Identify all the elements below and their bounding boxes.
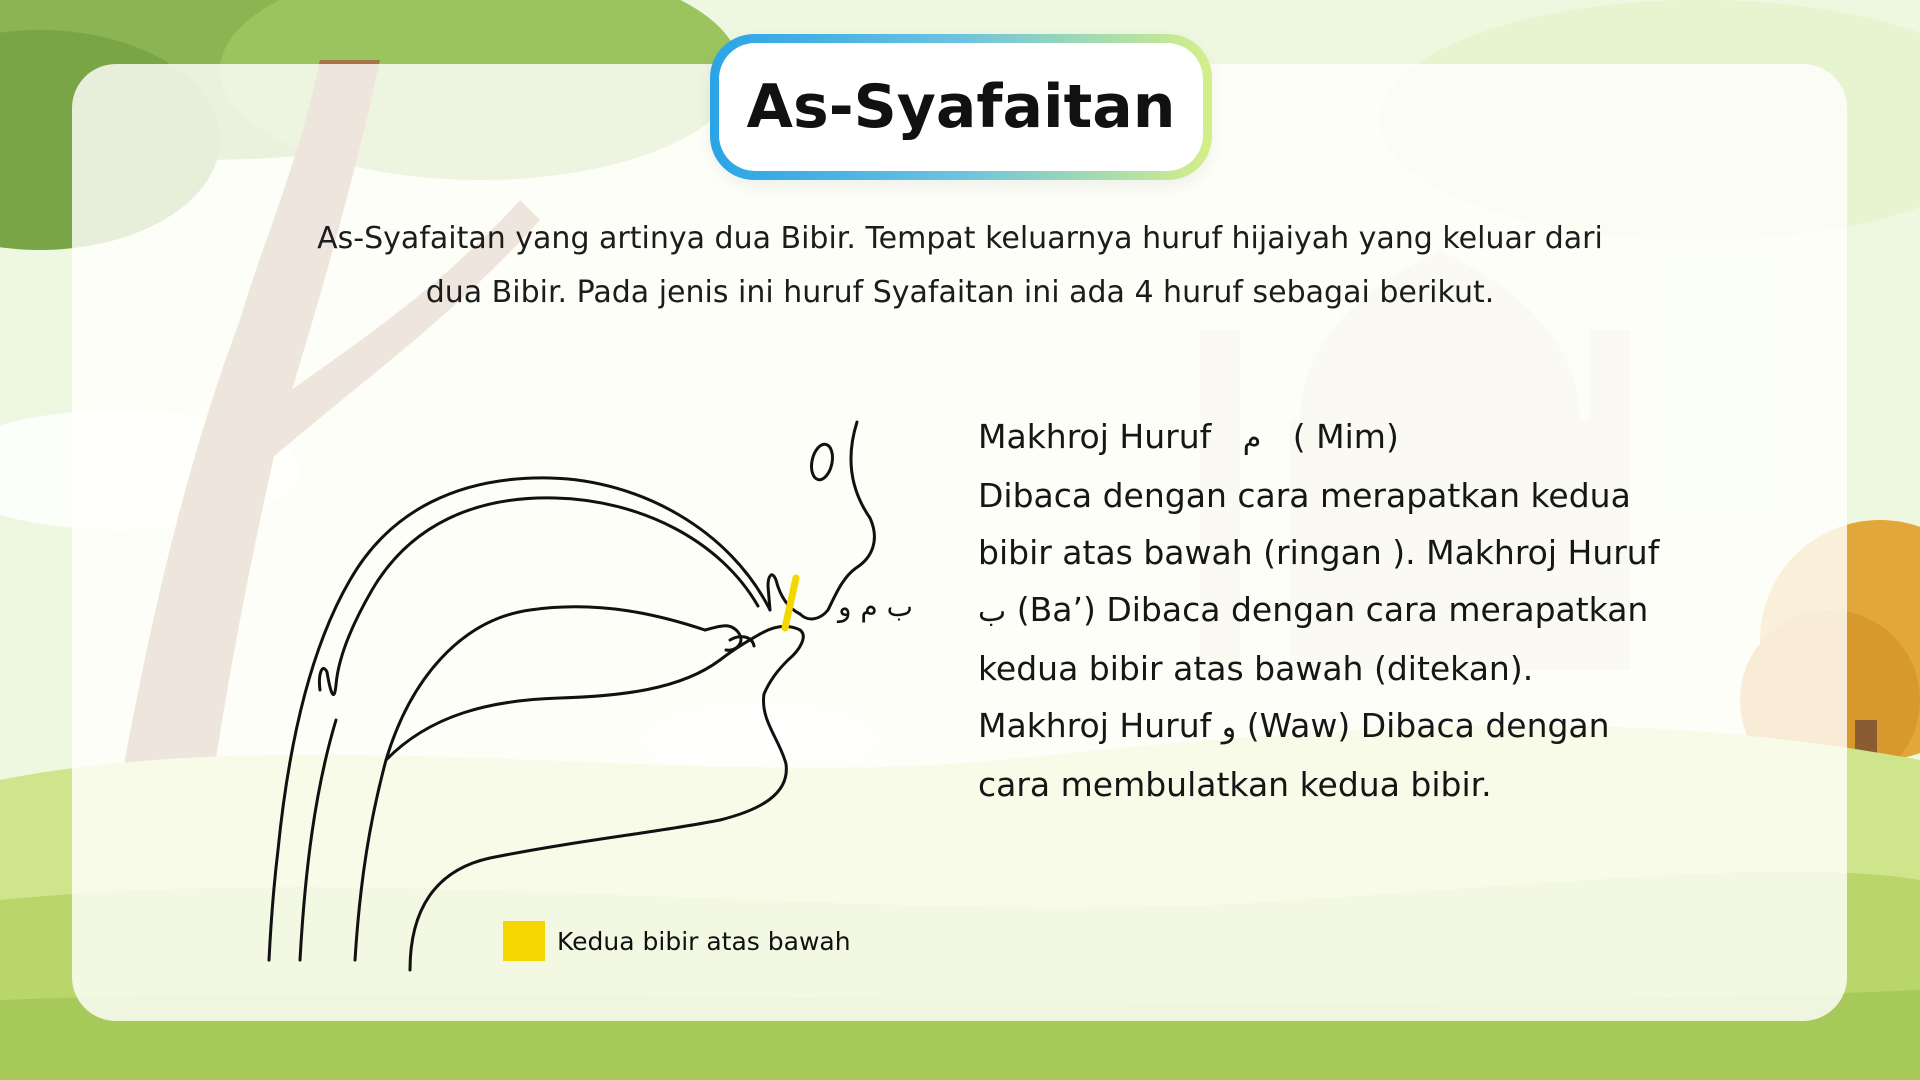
palate-inner-line xyxy=(319,498,758,695)
desc-line-6-waw: (Waw) Dibaca dengan xyxy=(1246,706,1610,745)
description-block xyxy=(978,408,1738,813)
legend-swatch xyxy=(503,921,545,961)
desc-line-4-text: (Ba’) Dibaca dengan cara merapatkan xyxy=(1016,590,1649,629)
title-box xyxy=(710,34,1212,180)
arabic-waw: و xyxy=(1221,710,1237,745)
tongue-line xyxy=(386,634,760,760)
desc-line-3: bibir atas bawah (ringan ). Makhroj Huruf xyxy=(978,533,1660,572)
throat-line-1 xyxy=(300,720,336,960)
tongue-tip xyxy=(705,626,754,651)
desc-line-2: Dibaca dengan cara merapatkan kedua xyxy=(978,476,1631,515)
intro-line-1: As-Syafaitan yang artinya dua Bibir. Tempat keluarnya huruf hijaiyah yang keluar dari xyxy=(317,221,1603,256)
arabic-letters-label: ب م و xyxy=(838,590,914,623)
palate-outer-line xyxy=(269,478,770,960)
intro-line-2: dua Bibir. Pada jenis ini huruf Syafaitan ini ada 4 huruf sebagai berikut. xyxy=(425,275,1495,310)
title-inner xyxy=(719,43,1203,171)
desc-line-1 xyxy=(978,408,1738,467)
mouth-diagram xyxy=(260,400,960,1000)
arabic-mim: م xyxy=(1242,421,1262,456)
desc-line-1-text: Makhroj Huruf xyxy=(978,417,1212,456)
page-title: As-Syafaitan xyxy=(746,72,1176,142)
arabic-ba: ب xyxy=(978,594,1007,629)
desc-line-7: cara membulatkan kedua bibir. xyxy=(978,765,1492,804)
desc-line-5: kedua bibir atas bawah (ditekan). xyxy=(978,649,1534,688)
legend-label: Kedua bibir atas bawah xyxy=(557,926,851,956)
desc-line-6 xyxy=(978,697,1738,756)
lower-lip-line xyxy=(410,627,803,970)
intro-paragraph xyxy=(200,212,1720,320)
desc-line-4 xyxy=(978,581,1738,640)
desc-line-1-mim: ( Mim) xyxy=(1292,417,1399,456)
desc-line-6-text: Makhroj Huruf xyxy=(978,706,1212,745)
throat-line-2 xyxy=(355,607,705,960)
nostril xyxy=(808,442,835,481)
legend xyxy=(503,921,851,961)
